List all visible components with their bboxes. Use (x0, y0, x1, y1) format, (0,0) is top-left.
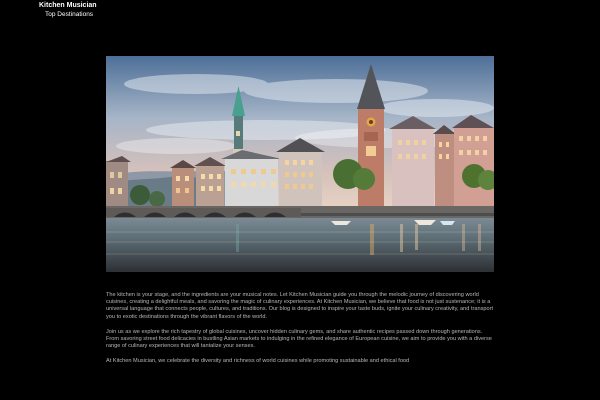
site-title[interactable]: Kitchen Musician (39, 2, 97, 9)
article-body (106, 292, 494, 374)
article-paragraph: The kitchen is your stage, and the ingredients are your musical notes. Let Kitchen Musician guide you through the melodic journey of discovering world cuisines, creating a delightful meals, and savoring the magic of culinary experiences. At Kitchen Musician, we believe that food is not just sustenance; it is a universal language that connects people, cultures, and traditions. Our blog is designed to inspire your taste buds, ignite your culinary creativity, and transport you to exotic destinations through the vibrant flavors of the world. (106, 292, 494, 320)
article-paragraph: At Kitchen Musician, we celebrate the diversity and richness of world cuisines while promoting sustainable and ethical food (106, 358, 410, 365)
nav-top-destinations[interactable]: Top Destinations (45, 11, 94, 18)
article-paragraph: Join us as we explore the rich tapestry of global cuisines, uncover hidden culinary gems, and share authentic recipes passed down through generations. From savoring street food delicacies in bustling Asian markets to indulging in the refined elegance of European cuisine, we aim to provide you with a diverse range of culinary experiences that will tantalize your senses. (106, 328, 492, 350)
site-brand (39, 1, 97, 19)
hero-image (106, 56, 494, 272)
